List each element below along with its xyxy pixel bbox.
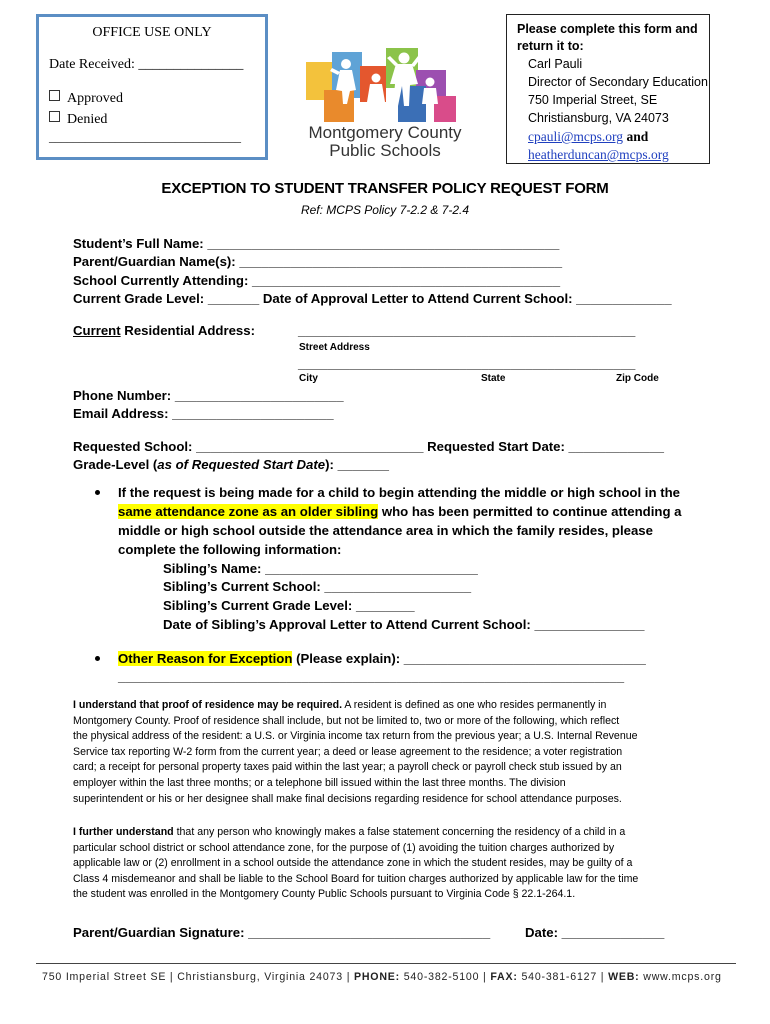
children-silhouette-icon	[302, 44, 468, 126]
requested-school-field[interactable]: Requested School: _______________________________ Requested Start Date: _____________	[73, 439, 664, 454]
footer: 750 Imperial Street SE | Christiansburg, Virginia 24073 | PHONE: 540-382-5100 | FAX: 540-381-6127 | WEB: www.mcps.org	[42, 971, 722, 983]
email-link-heatherduncan[interactable]: heatherduncan@mcps.org	[528, 147, 669, 162]
policy-reference: Ref: MCPS Policy 7-2.2 & 7-2.4	[300, 203, 470, 217]
contact-name: Carl Pauli	[528, 57, 583, 71]
form-title: EXCEPTION TO STUDENT TRANSFER POLICY REQUEST FORM	[161, 180, 609, 197]
return-line1: Please complete this form and	[517, 22, 698, 36]
logo-text-line1: Montgomery County	[308, 123, 462, 142]
denied-option[interactable]	[49, 111, 107, 128]
office-use-title: OFFICE USE ONLY	[92, 25, 212, 40]
bullet-icon	[95, 490, 100, 495]
residential-address-label: Current Residential Address:	[73, 323, 255, 338]
contact-street: 750 Imperial Street, SE	[528, 93, 658, 107]
return-line2: return it to:	[517, 39, 584, 53]
footer-divider	[36, 963, 736, 964]
city-label: City	[299, 373, 318, 384]
contact-city: Christiansburg, VA 24073	[528, 111, 669, 125]
grade-level-field[interactable]: Current Grade Level: _______ Date of Approval Letter to Attend Current School: _____________	[73, 291, 672, 306]
state-label: State	[481, 373, 506, 384]
street-address-label: Street Address	[299, 342, 370, 353]
false-statement-paragraph: I further understand that any person who knowingly makes a false statement concerning the residency of a child in a particular school district or school attendance zone, for the purpose of (1) avoiding the tuition charges authorized by applicable law or (2) enrollment in a school outside the attendance zone in which the student resides, may be guilty of a Class 4 misdemeanor and shall be liable to the School Board for tuition charges authorized by applicable law for the time the student was enrolled in the Montgomery County Public Schools pursuant to Virginia Code § 22.1-264.1.	[73, 826, 639, 901]
and-text: and	[626, 129, 649, 144]
student-name-field[interactable]: Student’s Full Name: ________________________________________________	[73, 236, 560, 251]
signature-field[interactable]: Parent/Guardian Signature: _________________________________	[73, 925, 491, 940]
denied-label: Denied	[67, 112, 108, 127]
signature-date-field[interactable]: Date: ______________	[525, 925, 665, 940]
office-use-box	[36, 14, 268, 160]
sibling-text-line3: middle or high school outside the attendance area in which the family resides, please	[118, 523, 653, 538]
sibling-school-field[interactable]: Sibling’s Current School: ____________________	[163, 579, 472, 594]
email-field[interactable]: Email Address: ______________________	[73, 406, 334, 421]
return-instructions-box	[506, 14, 710, 164]
office-signature-line[interactable]: ________________________________	[49, 130, 241, 144]
sibling-text-line2: same attendance zone as an older sibling who has been permitted to continue attending a	[118, 504, 682, 519]
sibling-grade-field[interactable]: Sibling’s Current Grade Level: ________	[163, 598, 415, 613]
zip-label: Zip Code	[616, 373, 659, 384]
approved-checkbox[interactable]	[49, 90, 60, 101]
sibling-text-line1: If the request is being made for a child to begin attending the middle or high school in the	[118, 485, 680, 500]
date-received-field[interactable]: Date Received: _______________	[49, 57, 244, 72]
other-reason-field[interactable]: Other Reason for Exception (Please explain): _________________________________	[118, 651, 646, 666]
phone-field[interactable]: Phone Number: _______________________	[73, 388, 344, 403]
logo-text-line2: Public Schools	[329, 141, 441, 160]
sibling-text-line4: complete the following information:	[118, 542, 342, 557]
email-row	[528, 128, 648, 147]
street-address-field[interactable]: ______________________________________________	[298, 323, 636, 338]
denied-checkbox[interactable]	[49, 111, 60, 122]
residence-paragraph: I understand that proof of residence may be required. A resident is defined as one who resides permanently in Montgomery County. Proof of residence shall include, but not be limited to, two or more of the following, which reflect the physical address of the resident: a U.S. or Virginia income tax return from the previous year; a U.S. Internal Revenue Service tax reporting W-2 form from the current year; a deed or lease agreement to the residence; a voter registration card; a receipt for personal property taxes paid within the last year; a payroll check or payroll check stub issued by an employer within the last three months; or a telephone bill issued within the last three months. The division superintendent or his or her designee shall make final decisions regarding residence for school attendance purposes.	[73, 699, 638, 805]
sibling-approval-date-field[interactable]: Date of Sibling’s Approval Letter to Attend Current School: _______________	[163, 617, 645, 632]
contact-title: Director of Secondary Education	[528, 75, 708, 89]
approved-label: Approved	[67, 91, 123, 106]
email-link-cpauli[interactable]: cpauli@mcps.org	[528, 129, 624, 144]
approved-option[interactable]	[49, 90, 123, 107]
requested-grade-field[interactable]: Grade-Level (as of Requested Start Date): _______	[73, 457, 389, 472]
city-state-zip-field[interactable]: ______________________________________________	[298, 356, 636, 371]
parent-name-field[interactable]: Parent/Guardian Name(s): ____________________________________________	[73, 254, 563, 269]
current-school-field[interactable]: School Currently Attending: __________________________________________	[73, 273, 561, 288]
sibling-name-field[interactable]: Sibling’s Name: _____________________________	[163, 561, 478, 576]
mcps-logo	[302, 44, 468, 162]
bullet-icon	[95, 656, 100, 661]
other-reason-line2[interactable]: _____________________________________________________________________	[118, 669, 625, 684]
